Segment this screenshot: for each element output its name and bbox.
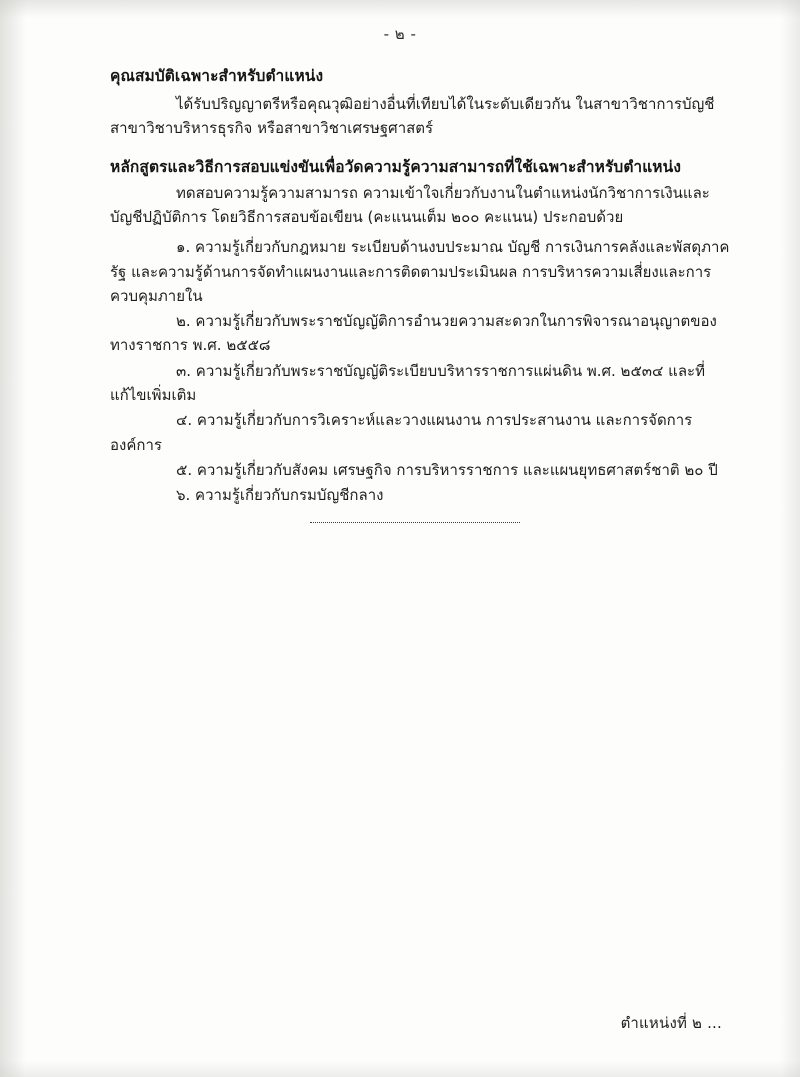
list-item: ๑. ความรู้เกี่ยวกับกฎหมาย ระเบียบด้านงบประมาณ บัญชี การเงินการคลังและพัสดุภาครัฐ และความรู้ด้านการจัดทำแผนงานและการติดตามประเมินผล การบริหารความเสี่ยงและการควบคุมภายใน [110, 238, 730, 305]
scan-edge-shading-left [0, 0, 26, 1077]
list-item: ๒. ความรู้เกี่ยวกับพระราชบัญญัติการอำนวยความสะดวกในการพิจารณาอนุญาตของทางราชการ พ.ศ. ๒๕๕๘ [110, 312, 717, 355]
scan-edge-shading-bottom [0, 1061, 800, 1077]
list-item: ๔. ความรู้เกี่ยวกับการวิเคราะห์และวางแผนงาน การประสานงาน และการจัดการองค์การ [110, 411, 693, 454]
section-paragraph-exam-curriculum: ทดสอบความรู้ความสามารถ ความเข้าใจเกี่ยวกับงานในตำแหน่งนักวิชาการเงินและบัญชีปฏิบัติการ โดยวิธีการสอบข้อเขียน (คะแนนเต็ม ๒๐๐ คะแนน) ประกอบด้วย [110, 183, 710, 226]
list-item: ๖. ความรู้เกี่ยวกับกรมบัญชีกลาง [176, 486, 384, 505]
section-heading-exam-curriculum: หลักสูตรและวิธีการสอบแข่งขันเพื่อวัดความรู้ความสามารถที่ใช้เฉพาะสำหรับตำแหน่ง [110, 157, 681, 176]
scan-edge-shading-right [780, 0, 800, 1077]
dotted-separator [310, 521, 520, 523]
exam-topic-list [110, 235, 740, 507]
footer-position-note: ตำแหน่งที่ ๒ ... [620, 1014, 722, 1032]
section-heading-qualifications: คุณสมบัติเฉพาะสำหรับตำแหน่ง [110, 67, 324, 85]
page-number: - ๒ - [383, 25, 417, 43]
list-item: ๓. ความรู้เกี่ยวกับพระราชบัญญัติระเบียบบริหารราชการแผ่นดิน พ.ศ. ๒๕๓๔ และที่แก้ไขเพิ่มเติม [110, 361, 705, 404]
scan-edge-shading-top [0, 0, 800, 18]
document-body [110, 64, 740, 523]
section-paragraph-qualifications: ได้รับปริญญาตรีหรือคุณวุฒิอย่างอื่นที่เทียบได้ในระดับเดียวกัน ในสาขาวิชาการบัญชี สาขาวิชาบริหารธุรกิจ หรือสาขาวิชาเศรษฐศาสตร์ [110, 95, 715, 138]
list-item: ๕. ความรู้เกี่ยวกับสังคม เศรษฐกิจ การบริหารราชการ และแผนยุทธศาสตร์ชาติ ๒๐ ปี [176, 460, 718, 479]
